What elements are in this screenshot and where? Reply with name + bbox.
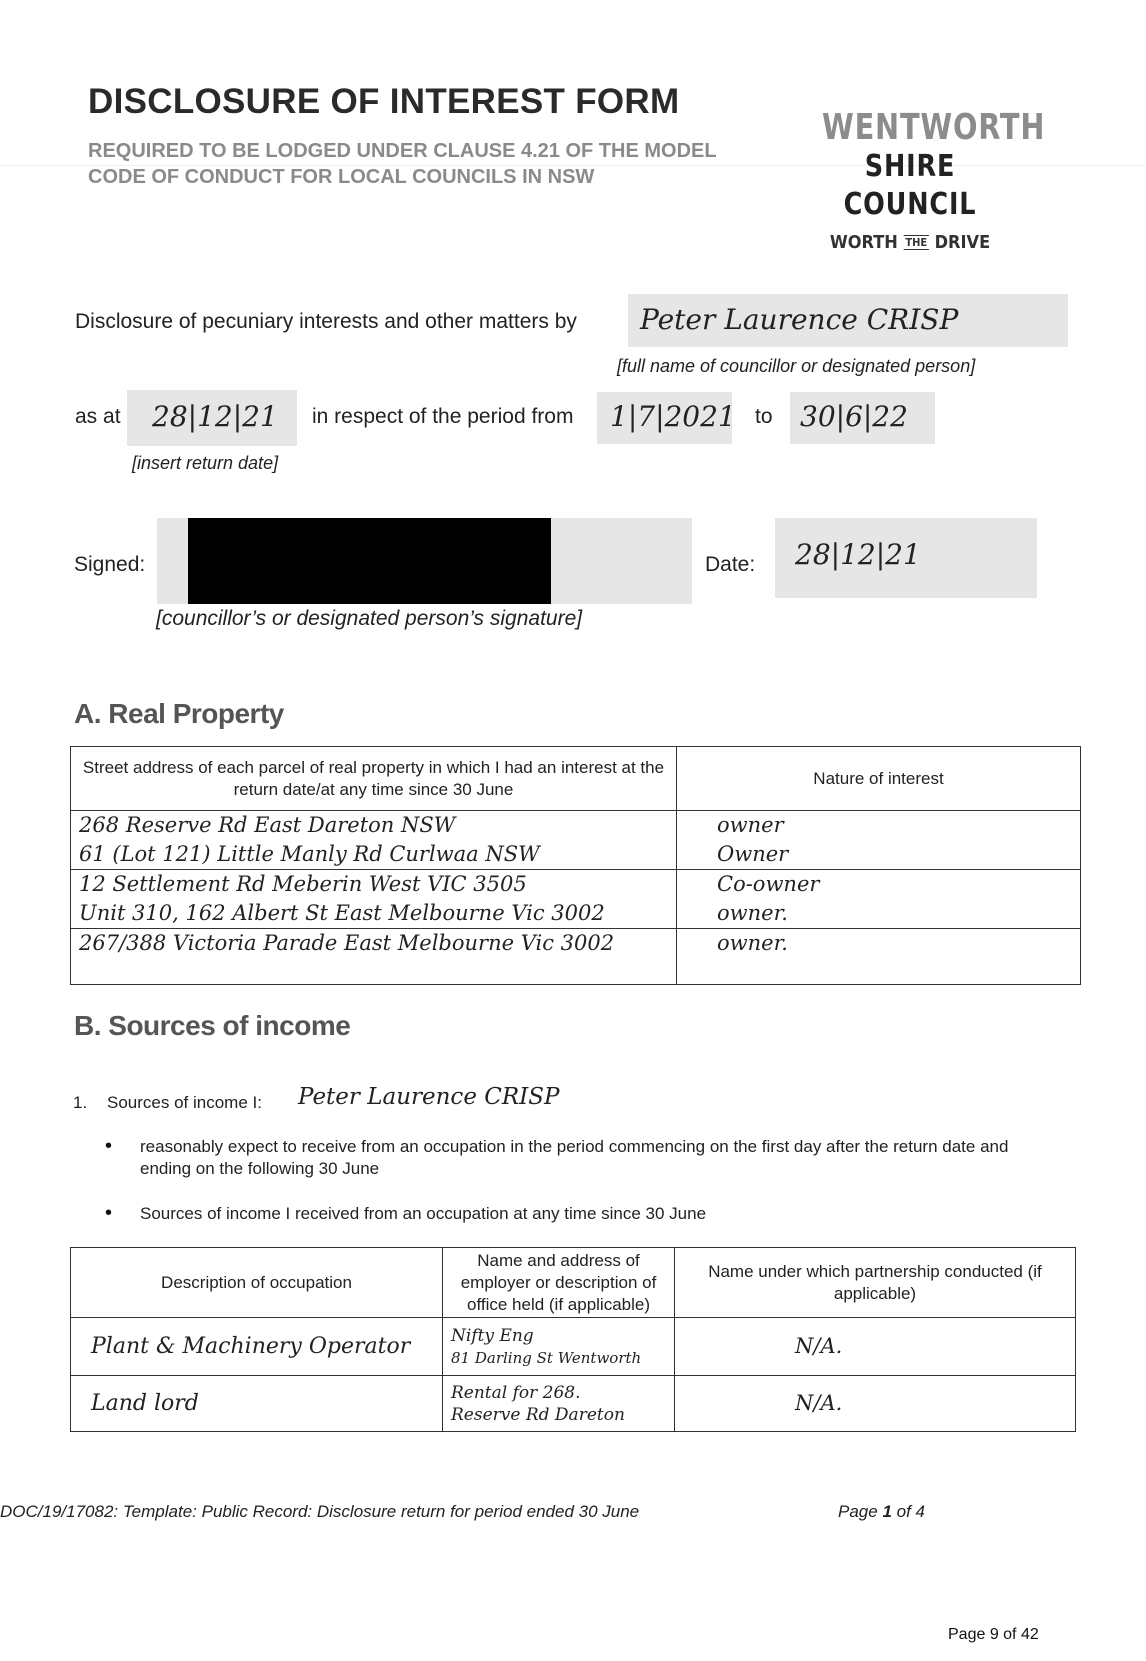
logo-wentworth: WENTWORTH	[822, 107, 1046, 148]
occupation-description-2: Land lord	[91, 1391, 199, 1416]
table-row	[71, 1376, 443, 1432]
footer-page-prefix: Page	[838, 1502, 883, 1521]
council-logo	[800, 107, 1046, 258]
table-row	[677, 870, 1081, 929]
property-address-2: 61 (Lot 121) Little Manly Rd Curlwaa NSW	[79, 842, 540, 866]
logo-tagline	[811, 228, 1009, 258]
real-property-table	[70, 746, 1081, 985]
real-property-col-nature: Nature of interest	[677, 747, 1081, 811]
table-row	[71, 870, 677, 929]
income-col-partnership: Name under which partnership conducted (if applicable)	[675, 1248, 1076, 1318]
footer-page-suffix: of 4	[891, 1502, 925, 1521]
income-item-name-value: Peter Laurence CRISP	[298, 1084, 560, 1110]
income-col-description: Description of occupation	[71, 1248, 443, 1318]
real-property-col-address: Street address of each parcel of real property in which I had an interest at the return date/at any time since 30 June	[71, 747, 677, 811]
property-nature-5: owner.	[717, 931, 788, 955]
signature-hint: [councillor’s or designated person’s signature]	[156, 607, 583, 630]
name-hint: [full name of councillor or designated person]	[617, 356, 976, 376]
property-nature-2: Owner	[717, 842, 789, 866]
partnership-2: N/A.	[795, 1391, 843, 1415]
date-label: Date:	[705, 553, 756, 576]
period-from-value: 1|7|2021	[610, 400, 736, 433]
return-date-value: 28|12|21	[152, 400, 278, 433]
occupation-description-1: Plant & Machinery Operator	[91, 1334, 411, 1359]
property-address-4: Unit 310, 162 Albert St East Melbourne Vic 3002	[79, 901, 605, 925]
bullet-dot-2: •	[105, 1202, 113, 1224]
table-row	[71, 1318, 443, 1376]
table-row	[675, 1376, 1076, 1432]
table-row	[71, 811, 677, 870]
income-item-number: 1.	[73, 1093, 88, 1112]
footer-record-text: DOC/19/17082: Template: Public Record: Disclosure return for period ended 30 June	[0, 1502, 640, 1521]
property-nature-1: owner	[717, 813, 784, 837]
table-row	[443, 1376, 675, 1432]
logo-tagline-drive: DRIVE	[934, 232, 991, 253]
footer-page-indicator	[838, 1502, 925, 1522]
redacted-signature	[188, 518, 551, 604]
signed-label: Signed:	[74, 553, 146, 576]
income-table	[70, 1247, 1076, 1432]
as-at-label: as at	[75, 405, 121, 428]
table-row	[675, 1318, 1076, 1376]
return-date-hint: [insert return date]	[132, 453, 279, 473]
real-property-heading: A. Real Property	[74, 698, 284, 729]
employer-2-line2: Reserve Rd Dareton	[451, 1404, 625, 1425]
to-label: to	[755, 405, 773, 428]
form-subtitle: REQUIRED TO BE LODGED UNDER CLAUSE 4.21 OF THE MODEL CODE OF CONDUCT FOR LOCAL COUNCILS IN NSW	[88, 140, 717, 188]
bullet-dot-1: •	[105, 1135, 113, 1157]
table-row	[443, 1318, 675, 1376]
employer-1-line1: Nifty Eng	[451, 1325, 534, 1346]
property-address-5: 267/388 Victoria Parade East Melbourne Vic 3002	[79, 931, 615, 955]
form-title: DISCLOSURE OF INTEREST FORM	[88, 82, 680, 121]
disclosure-intro-label: Disclosure of pecuniary interests and other matters by	[75, 310, 577, 333]
logo-tagline-worth: WORTH	[829, 232, 898, 253]
partnership-1: N/A.	[795, 1334, 843, 1358]
signed-date-value: 28|12|21	[795, 538, 921, 571]
income-bullet-2: Sources of income I received from an occupation at any time since 30 June	[140, 1204, 707, 1223]
income-item-label: Sources of income I:	[107, 1093, 262, 1112]
table-row	[677, 929, 1081, 985]
footer-page-current: 1	[882, 1502, 892, 1521]
period-label: in respect of the period from	[312, 405, 574, 428]
logo-shire-council: SHIRE COUNCIL	[843, 149, 977, 222]
property-nature-4: owner.	[717, 901, 788, 925]
property-address-1: 268 Reserve Rd East Dareton NSW	[79, 813, 456, 837]
period-to-value: 30|6|22	[800, 400, 908, 433]
logo-tagline-the: THE	[905, 236, 928, 249]
employer-2-line1: Rental for 268.	[451, 1382, 581, 1403]
income-heading: B. Sources of income	[74, 1010, 351, 1041]
councillor-name-value: Peter Laurence CRISP	[640, 303, 959, 336]
document-page-number: Page 9 of 42	[948, 1626, 1039, 1643]
property-address-3: 12 Settlement Rd Meberin West VIC 3505	[79, 872, 527, 896]
table-row	[71, 929, 677, 985]
income-col-employer: Name and address of employer or description of office held (if applicable)	[443, 1248, 675, 1318]
employer-1-line2: 81 Darling St Wentworth	[451, 1348, 642, 1367]
property-nature-3: Co-owner	[717, 872, 820, 896]
income-bullet-1: reasonably expect to receive from an occupation in the period commencing on the first day after the return date and ending on the following 30 June	[140, 1137, 1009, 1178]
table-row	[677, 811, 1081, 870]
